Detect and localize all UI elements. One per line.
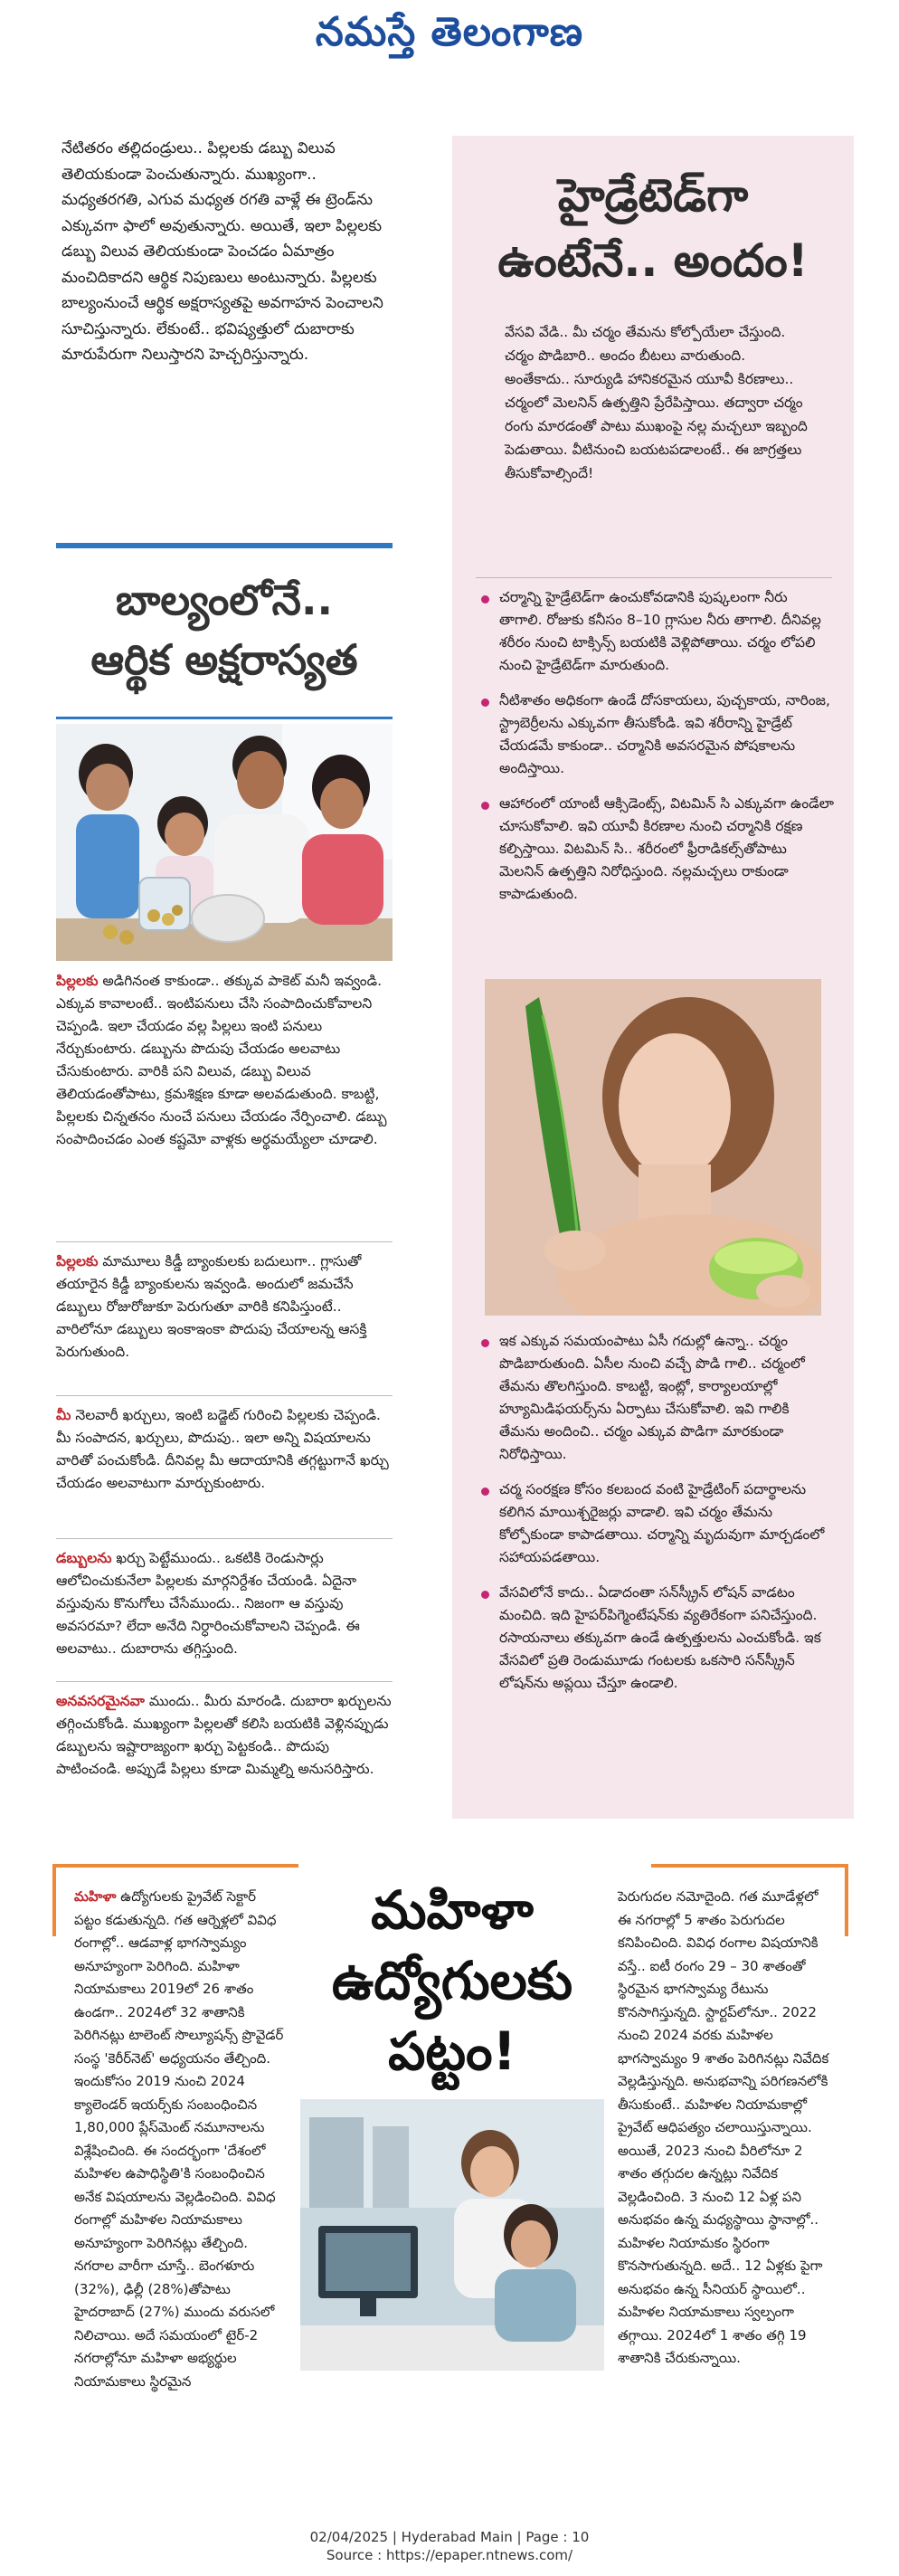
footer-dateline: 02/04/2025 | Hyderabad Main | Page : 10 (309, 2529, 590, 2545)
left-rule-4 (56, 1681, 393, 1682)
masthead-title: నమస్తే తెలంగాణ (315, 9, 584, 55)
bottom-col1 (74, 1886, 287, 2393)
left-para-1-text: అడిగినంత కాకుండా.. తక్కువ పాకెట్ మనీ ఇవ్వండి. ఎక్కువ కావాలంటే.. ఇంటిపనులు చేసి సంపాదించుకోవాలని చెప్పండి. ఇలా చేయడం వల్ల పిల్లలు ఇంటి పనులు నేర్చుకుంటారు. డబ్బును పొదుపు చేయడం అలవాటు చేసుకుంటారు. వారికి పని విలువ, డబ్బు విలువ తెలియడంతోపాటు, క్రమశిక్షణ కూడా అలవడుతుంది. కాబట్టి, పిల్లలకు చిన్నతనం నుంచే పనులు చేయడం నేర్పించాలి. డబ్బు సంపాదించడం ఎంత కష్టమో వాళ్లకు అర్థమయ్యేలా చూడాలి. (56, 973, 387, 1147)
left-rule-3 (56, 1538, 393, 1539)
left-para-2 (56, 1250, 393, 1364)
left-para-1-lead: పిల్లలకు (56, 973, 99, 989)
left-divider (56, 543, 393, 548)
bottom-headline-line1: మహిళా (371, 1879, 534, 1941)
left-para-5-lead: అనవసరమైనవా (56, 1693, 145, 1709)
left-para-3-text: నెలవారీ ఖర్చులు, ఇంటి బడ్జెట్ గురించి పిల్లలకు చెప్పండి. మీ సంపాదన, ఖర్చులు, పొదుపు.. ఇలా అన్ని విషయాలను వారితో పంచుకోండి. దీనివల్ల మీ ఆదాయానికి తగ్గట్టుగానే ఖర్చు చేయడం అలవాటుగా మార్చుకుంటారు. (56, 1407, 389, 1491)
bullet-item: నీటిశాతం అధికంగా ఉండే దోసకాయలు, పుచ్చకాయ, నారింజ, స్ట్రాబెర్రీలను ఎక్కువగా తీసుకోండి. ఇవి శరీరాన్ని హైడ్రేట్ చేయడమే కాకుండా.. చర్మానికి అవసరమైన పోషకాలను అందిస్తాయి. (479, 689, 834, 780)
left-para-3 (56, 1404, 393, 1495)
left-para-3-lead: మీ (56, 1407, 71, 1423)
family-piggybank-photo (56, 724, 393, 961)
right-bullets-a (479, 586, 834, 918)
bullet-item: చర్మాన్ని హైడ్రేటెడ్‌గా ఉంచుకోవడానికి పుష్కలంగా నీరు తాగాలి. రోజుకు కనీసం 8–10 గ్లాసుల నీరు తాగాలి. దీనివల్ల శరీరం నుంచి టాక్సిన్స్ బయటికి వెళ్లిపోతాయి. చర్మం లోపలి నుంచి హైడ్రేటెడ్‌గా మారుతుంది. (479, 586, 834, 677)
frame-left-edge (52, 1864, 56, 1936)
bullet-item: వేసవిలోనే కాదు.. ఏడాదంతా సన్‌స్క్రీన్ లోషన్ వాడటం మంచిది. ఇది హైపర్‌పిగ్మెంటేషన్‌కు వ్యతిరేకంగా పనిచేస్తుంది. రసాయనాలు తక్కువగా ఉండే ఉత్పత్తులను ఎంచుకోండి. ఇక వేసవిలో ప్రతి రెండుమూడు గంటలకు ఒకసారి సన్‌స్క్రీన్ లోషన్‌ను అప్లయి చేస్తూ ఉండాలి. (479, 1582, 834, 1695)
left-para-2-text: మామూలు కిడ్డీ బ్యాంకులకు బదులుగా.. గ్లాసుతో తయారైన కిడ్డీ బ్యాంకులను ఇవ్వండి. అందులో జమచేసే డబ్బులు రోజురోజుకూ పెరుగుతూ వారికి కనిపిస్తుంటే.. వారిలోనూ డబ్బులు ఇంకాఇంకా పొదుపు చేయాలన్న ఆసక్తి పెరుగుతుంది. (56, 1253, 367, 1360)
right-headline-line2: ఉంటేనే.. అందం! (497, 234, 809, 287)
right-headline (452, 163, 854, 293)
bullet-item: చర్మ సంరక్షణ కోసం కలబంద వంటి హైడ్రేటింగ్ పదార్థాలను కలిగిన మాయిశ్చరైజర్లు వాడాలి. ఇవి చర్మం తేమను కోల్పోకుండా కాపాడతాయి. చర్మాన్ని మృదువుగా మార్చడంలో సహాయపడతాయి. (479, 1478, 834, 1569)
left-headline-line1: బాల్యంలోనే.. (116, 575, 333, 624)
aloe-vera-woman-photo (485, 979, 821, 1316)
right-bullets-b (479, 1330, 834, 1707)
left-intro: నేటితరం తల్లిదండ్రులు.. పిల్లలకు డబ్బు విలువ తెలియకుండా పెంచుతున్నారు. ముఖ్యంగా.. మధ్యతరగతి, ఎగువ మధ్యత రగతి వాళ్లే ఈ ట్రెండ్‌ను ఎక్కువగా ఫాలో అవుతున్నారు. అయితే, ఇలా పిల్లలకు డబ్బు విలువ తెలియకుండా పెంచడం ఏమాత్రం మంచిదికాదని ఆర్థిక నిపుణులు అంటున్నారు. పిల్లలకు బాల్యంనుంచే ఆర్థిక అక్షరాస్యతపై అవగాహన పెంచాలని సూచిస్తున్నారు. లేకుంటే.. భవిష్యత్తులో దుబారాకు మారుపేరుగా నిలుస్తారని హెచ్చరిస్తున్నారు. (62, 139, 383, 364)
left-headline-underline (56, 717, 393, 719)
bottom-headline (298, 1875, 606, 2086)
aloe-illustration (485, 979, 821, 1316)
left-para-4 (56, 1547, 393, 1660)
left-para-4-text: ఖర్చు పెట్టేముందు.. ఒకటికి రెండుసార్లు ఆలోచించుకునేలా పిల్లలకు మార్గనిర్దేశం చేయండి. ఏదైనా వస్తువును కొనుగోలు చేసేముందు.. నిజంగా ఆ వస్తువు అవసరమా? లేదా అనేది నిర్ధారించుకోవాలని చెప్పండి. ఈ అలవాటు.. దుబారాను తగ్గిస్తుంది. (56, 1550, 360, 1657)
bullet-item: ఇక ఎక్కువ సమయంపాటు ఏసీ గదుల్లో ఉన్నా.. చర్మం పొడిబారుతుంది. ఏసీల నుంచి వచ్చే పొడి గాలి.. చర్మంలో తేమను తొలగిస్తుంది. కాబట్టి, ఇంట్లో, కార్యాలయాల్లో హ్యూమిడిఫయర్స్‌ను ఏర్పాటు చేసుకోవాలి. ఇవి గాలికి తేమను అందించి.. చర్మం ఎక్కువ పొడిగా మారకుండా నిరోధిస్తాయి. (479, 1330, 834, 1466)
office-illustration (300, 2099, 604, 2371)
left-headline-line2: ఆర్థిక అక్షరాస్యత (90, 635, 358, 684)
right-rule-1 (476, 577, 832, 578)
left-rule-2 (56, 1395, 393, 1396)
frame-top-break (298, 1860, 651, 1871)
bottom-col1-lead: మహిళా (74, 1888, 117, 1905)
bottom-col3: పెరుగుదల నమోదైంది. గత మూడేళ్లలో ఈ నగరాల్లో 5 శాతం పెరుగుదల కనిపించింది. వివిధ రంగాల విషయానికి వస్తే.. ఐటీ రంగం 29 – 30 శాతంతో స్థిరమైన భాగస్వామ్య రేటును కొనసాగిస్తున్నది. స్టార్టప్‌లోనూ.. 2022 నుంచి 2024 వరకు మహిళల భాగస్వామ్యం 9 శాతం పెరిగినట్లు నివేదిక వెల్లడిస్తున్నది. అనుభవాన్ని పరిగణనలోకి తీసుకుంటే.. మహిళల నియామకాల్లో ప్రైవేట్ ఆధిపత్యం చలాయిస్తున్నాయి. అయితే, 2023 నుంచి వీరిలోనూ 2 శాతం తగ్గుదల ఉన్నట్లు నివేదిక వెల్లడించింది. 3 నుంచి 12 ఏళ్ల పని అనుభవం ఉన్న మధ్యస్థాయి స్థానాల్లో.. మహిళల నియామకం స్థిరంగా కొనసాగుతున్నది. అదే.. 12 ఏళ్లకు పైగా అనుభవం ఉన్న సీనియర్ స్థాయిలో.. మహిళల నియామకాలు స్వల్పంగా తగ్గాయి. 2024లో 1 శాతం తగ్గి 19 శాతానికి చేరుకున్నాయి. (618, 1888, 829, 2366)
left-headline (56, 570, 393, 689)
footer-source: Source : https://epaper.ntnews.com/ (326, 2547, 573, 2563)
left-rule-1 (56, 1241, 393, 1242)
masthead (0, 0, 899, 71)
frame-right-edge (845, 1864, 848, 1936)
women-office-photo (300, 2099, 604, 2371)
footer (0, 2528, 899, 2564)
right-headline-line1: హైడ్రేటెడ్‌గా (557, 169, 749, 222)
bottom-col1-text: ఉద్యోగులకు ప్రైవేట్ సెక్టార్ పట్టం కడుతున్నది. గత ఆర్నెళ్లలో వివిధ రంగాల్లో.. ఆడవాళ్ల భాగస్వామ్యం అనూహ్యంగా పెరిగింది. మహిళా నియామకాలు 2019లో 26 శాతం ఉండగా.. 2024లో 32 శాతానికి పెరిగినట్లు టాలెంట్ సొల్యూషన్స్ ప్రొవైడర్ సంస్థ 'కెరీర్‌నెట్' అధ్యయనం తేల్చింది. ఇందుకోసం 2019 నుంచి 2024 క్యాలెండర్ ఇయర్స్‌కు సంబంధించిన 1,80,000 ప్లేస్‌మెంట్ నమూనాలను విశ్లేషించింది. ఈ సందర్భంగా 'దేశంలో మహిళల ఉపాధిస్థితి'కి సంబంధించిన అనేక విషయాలను వెల్లడించింది. వివిధ రంగాల్లో మహిళల నియామకాలు అనూహ్యంగా పెరిగినట్లు తేల్చింది. నగరాల వారీగా చూస్తే.. బెంగళూరు (32%), ఢిల్లీ (28%)తోపాటు హైదరాబాద్ (27%) ముందు వరుసలో నిలిచాయి. అదే సమయంలో టైర్-2 నగరాల్లోనూ మహిళా అభ్యర్థుల నియామకాలు స్థిరమైన (74, 1888, 284, 2390)
right-intro: వేసవి వేడి.. మీ చర్మం తేమను కోల్పోయేలా చేస్తుంది. చర్మం పొడిబారి.. అందం బీటలు వారుతుంది. అంతేకాదు.. సూర్యుడి హానికరమైన యూవీ కిరణాలు.. చర్మంలో మెలనిన్ ఉత్పత్తిని ప్రేరేపిస్తాయి. తద్వారా చర్మం రంగు మారడంతో పాటు ముఖంపై నల్ల మచ్చలూ ఇబ్బంది పెడుతాయి. వీటినుంచి బయటపడాలంటే.. ఈ జాగ్రత్తలు తీసుకోవాల్సిందే! (505, 324, 808, 481)
left-para-4-lead: డబ్బులను (56, 1550, 112, 1566)
bullet-item: ఆహారంలో యాంటీ ఆక్సిడెంట్స్, విటమిన్ సి ఎక్కువగా ఉండేలా చూసుకోవాలి. ఇవి యూవీ కిరణాల నుంచి చర్మానికి రక్షణ కల్పిస్తాయి. విటమిన్ సి.. శరీరంలో ఫ్రీరాడికల్స్‌తోపాటు మెలనిన్ ఉత్పత్తిని నిరోధిస్తుంది. నల్లమచ్చలు రాకుండా కాపాడుతుంది. (479, 793, 834, 906)
bottom-headline-line3: పట్టం! (388, 2020, 516, 2082)
left-para-5-text: ముందు.. మీరు మారండి. దుబారా ఖర్చులను తగ్గించుకోండి. ముఖ్యంగా పిల్లలతో కలిసి బయటికి వెళ్లినప్పుడు డబ్బులను ఇష్టారాజ్యంగా ఖర్చు పెట్టకండి.. పొదుపు పాటించండి. అప్పుడే పిల్లలు కూడా మిమ్మల్ని అనుసరిస్తారు. (56, 1693, 392, 1777)
family-illustration (56, 724, 393, 961)
left-para-2-lead: పిల్లలకు (56, 1253, 99, 1269)
bottom-headline-line2: ఉద్యోగులకు (331, 1950, 573, 2011)
left-para-5 (56, 1690, 393, 1781)
left-para-1 (56, 970, 393, 1151)
